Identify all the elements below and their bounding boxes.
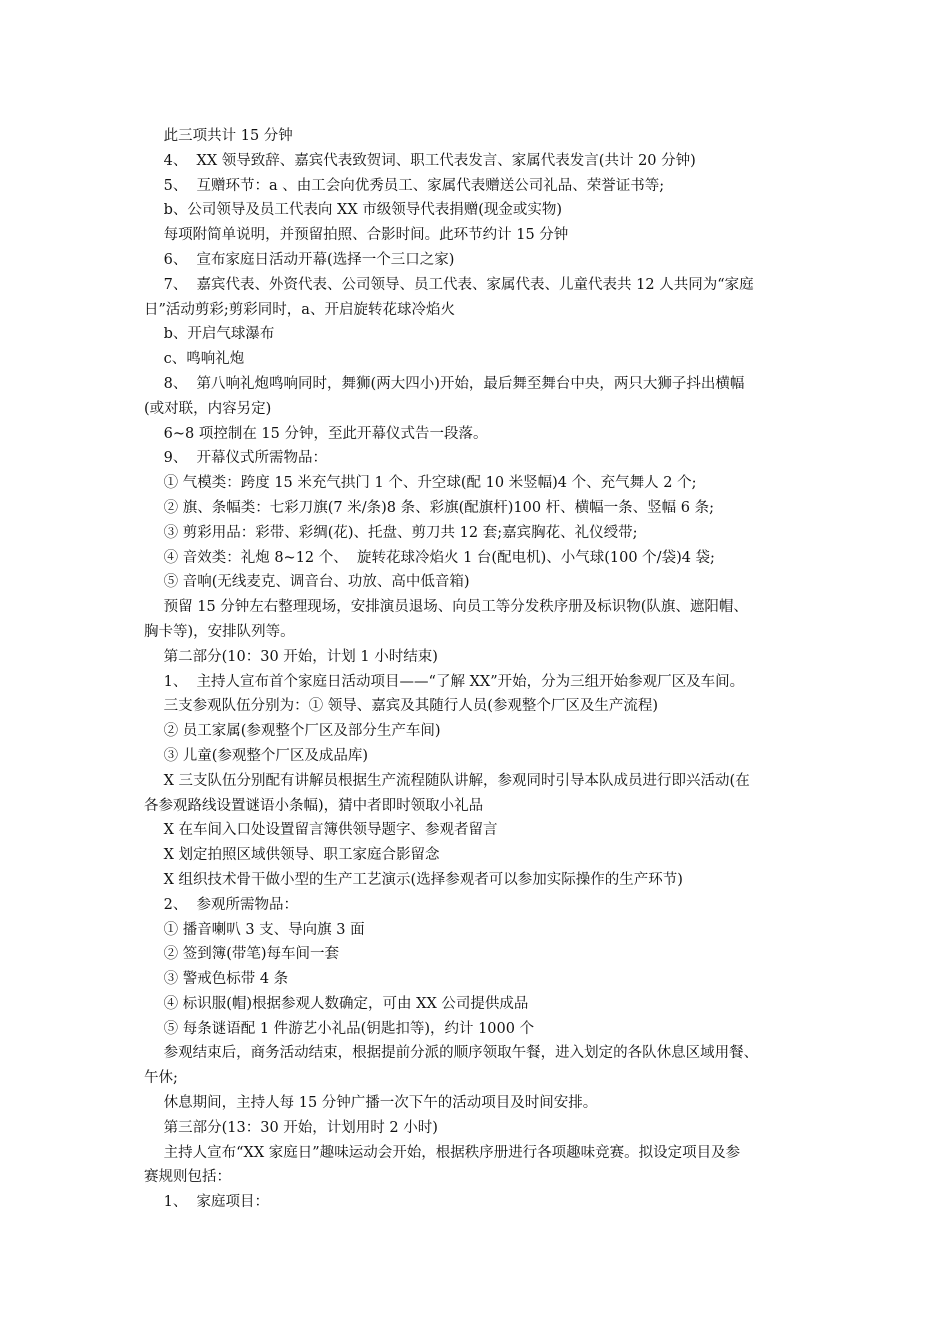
text-line: 2、 参观所需物品：: [159, 896, 299, 913]
text-line: ② 员工家属(参观整个厂区及部分生产车间): [159, 723, 441, 740]
text-line: ③ 警戒色标带 4 条: [159, 971, 289, 988]
text-line: 赛规则包括：: [144, 1169, 231, 1186]
text-line: 6~8 项控制在 15 分钟，至此开幕仪式告一段落。: [159, 425, 488, 442]
text-line: X 三支队伍分别配有讲解员根据生产流程随队讲解，参观同时引导本队成员进行即兴活动(在: [159, 772, 750, 789]
text-line: ③ 剪彩用品：彩带、彩绸(花)、托盘、剪刀共 12 套;嘉宾胸花、礼仪绶带;: [159, 524, 638, 541]
text-line: 每项附简单说明，并预留拍照、合影时间。此环节约计 15 分钟: [159, 227, 569, 244]
text-line: ④ 标识服(帽)根据参观人数确定，可由 XX 公司提供成品: [159, 995, 529, 1012]
text-line: X 组织技术骨干做小型的生产工艺演示(选择参观者可以参加实际操作的生产环节): [159, 871, 683, 888]
text-line: b、开启气球瀑布: [159, 326, 275, 343]
text-line: ① 气模类：跨度 15 米充气拱门 1 个、升空球(配 10 米竖幅)4 个、充气舞人 2 个;: [159, 475, 697, 492]
text-line: 胸卡等)，安排队列等。: [144, 623, 295, 640]
text-line: b、公司领导及员工代表向 XX 市级领导代表捐赠(现金或实物): [159, 202, 563, 219]
text-line: 6、 宣布家庭日活动开幕(选择一个三口之家): [159, 251, 455, 268]
text-line: X 划定拍照区域供领导、职工家庭合影留念: [159, 847, 440, 864]
text-line: ⑤ 音响(无线麦克、调音台、功放、高中低音箱): [159, 574, 470, 591]
text-line: 日”活动剪彩;剪彩同时，a、开启旋转花球冷焰火: [144, 301, 455, 318]
text-line: ⑤ 每条谜语配 1 件游艺小礼品(钥匙扣等)，约计 1000 个: [159, 1020, 535, 1037]
text-line: 参观结束后，商务活动结束，根据提前分派的顺序领取午餐，进入划定的各队休息区域用餐、: [159, 1045, 759, 1062]
text-line: ③ 儿童(参观整个厂区及成品库): [159, 747, 369, 764]
text-line: 主持人宣布“XX 家庭日”趣味运动会开始，根据秩序册进行各项趣味竞赛。拟设定项目及参: [159, 1144, 741, 1161]
text-line: 1、 家庭项目：: [159, 1194, 270, 1211]
text-line: 1、 主持人宣布首个家庭日活动项目——“了解 XX”开始，分为三组开始参观厂区及车间。: [159, 673, 745, 690]
text-line: ① 播音喇叭 3 支、导向旗 3 面: [159, 921, 365, 938]
text-line: X 在车间入口处设置留言簿供领导题字、参观者留言: [159, 822, 498, 839]
text-line: ④ 音效类：礼炮 8~12 个、 旋转花球冷焰火 1 台(配电机)、小气球(100 个/袋)4 袋;: [159, 549, 715, 566]
text-line: 休息期间，主持人每 15 分钟广播一次下午的活动项目及时间安排。: [159, 1095, 598, 1112]
text-line: 三支参观队伍分别为：① 领导、嘉宾及其随行人员(参观整个厂区及生产流程): [159, 698, 659, 715]
document-body: [144, 124, 812, 1215]
text-line: 此三项共计 15 分钟: [159, 128, 293, 144]
text-line: 7、 嘉宾代表、外资代表、公司领导、员工代表、家属代表、儿童代表共 12 人共同为“家庭: [159, 276, 754, 293]
text-line: 第二部分(10：30 开始，计划 1 小时结束): [159, 648, 438, 665]
text-line: 午休;: [144, 1070, 178, 1087]
text-line: 9、 开幕仪式所需物品：: [159, 450, 328, 467]
text-line: 各参观路线设置谜语小条幅)，猜中者即时领取小礼品: [144, 797, 484, 814]
text-line: 4、 XX 领导致辞、嘉宾代表致贺词、职工代表发言、家属代表发言(共计 20 分钟): [159, 152, 696, 169]
text-line: ② 签到簿(带笔)每车间一套: [159, 946, 340, 963]
text-line: c、鸣响礼炮: [159, 351, 245, 368]
text-line: ② 旗、条幅类：七彩刀旗(7 米/条)8 条、彩旗(配旗杆)100 杆、横幅一条、竖幅 6 条;: [159, 499, 715, 516]
text-line: 预留 15 分钟左右整理现场，安排演员退场、向员工等分发秩序册及标识物(队旗、遮阳帽、: [159, 599, 748, 616]
text-line: 8、 第八响礼炮鸣响同时，舞狮(两大四小)开始，最后舞至舞台中央，两只大狮子抖出横幅: [159, 375, 745, 392]
text-line: 第三部分(13：30 开始，计划用时 2 小时): [159, 1119, 438, 1136]
text-line: (或对联，内容另定): [144, 400, 272, 417]
text-line: 5、 互赠环节：a 、由工会向优秀员工、家属代表赠送公司礼品、荣誉证书等;: [159, 177, 665, 194]
